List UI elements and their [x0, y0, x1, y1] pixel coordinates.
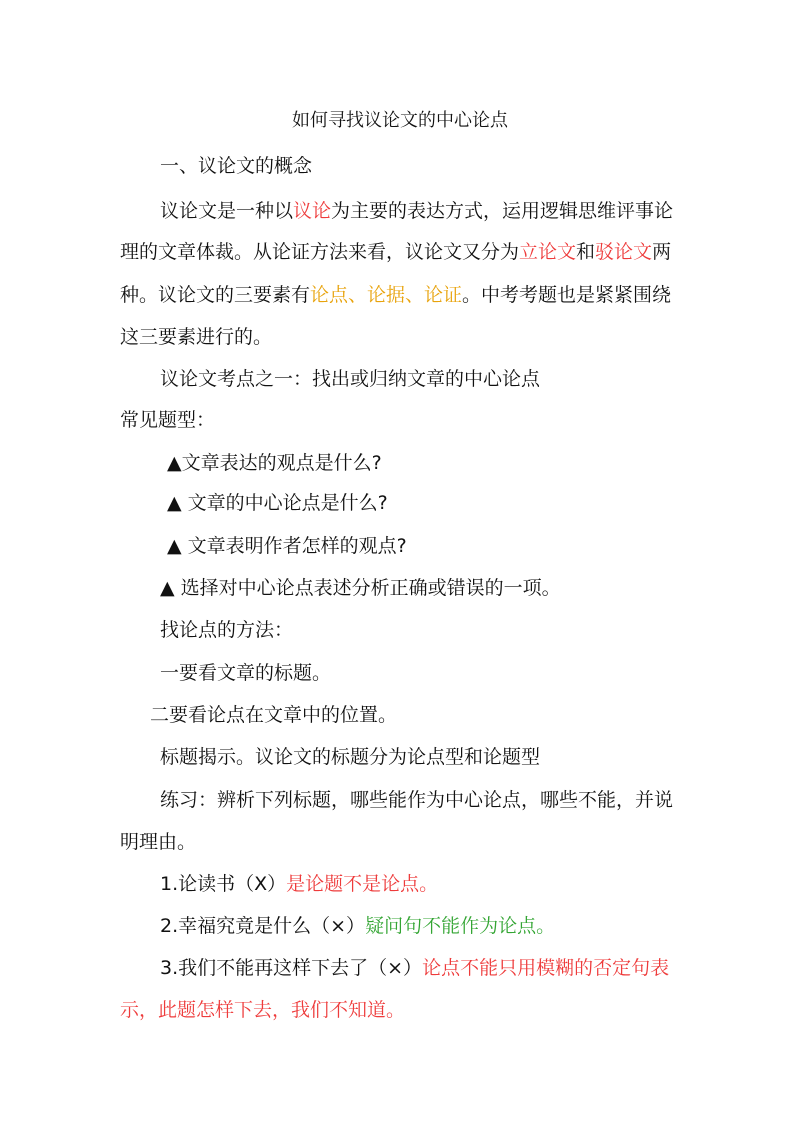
exercise-line: 明理由。 [120, 831, 197, 853]
exercise-answer [160, 956, 669, 980]
method-item: 一要看文章的标题。 [160, 662, 332, 684]
paragraph-line [160, 199, 673, 223]
section-heading: 一、议论文的概念 [160, 155, 313, 177]
common-types-label: 常见题型： [120, 409, 216, 431]
text-run: 1.论读书（X） [160, 873, 287, 895]
text-run: 2.幸福究竟是什么（×） [160, 915, 366, 937]
paragraph-line [120, 240, 671, 264]
highlight-red: 论点不能只用模糊的否定句表 [422, 957, 670, 979]
highlight-red: 立论文 [519, 241, 577, 263]
highlight-red: 议论 [293, 200, 332, 222]
document-title: 如何寻找议论文的中心论点 [292, 110, 508, 131]
text-run: 。中考考题也是紧紧围绕 [462, 284, 672, 306]
text-run: 议论文是一种以 [160, 200, 294, 222]
exercise-line: 练习：辨析下列标题，哪些能作为中心论点，哪些不能，并说 [160, 789, 674, 811]
highlight-green: 疑问句不能作为论点。 [365, 915, 556, 937]
text-run: 理的文章体裁。从论证方法来看，议论文又分为 [120, 241, 520, 263]
paragraph-line: 这三要素进行的。 [120, 326, 273, 348]
method-item: 标题揭示。议论文的标题分为论点型和论题型 [160, 746, 541, 768]
method-heading: 找论点的方法： [160, 619, 294, 641]
text-run: 种。议论文的三要素有 [120, 284, 311, 306]
paragraph-line [120, 283, 671, 307]
exercise-answer [160, 872, 438, 896]
exercise-answer [160, 914, 555, 938]
highlight-red: 驳论文 [595, 241, 653, 263]
text-run: 和 [576, 241, 596, 263]
question-item: ▲文章表达的观点是什么? [167, 452, 382, 474]
text-run: 两 [652, 241, 672, 263]
method-item: 二要看论点在文章中的位置。 [150, 704, 398, 726]
question-item: ▲ 文章的中心论点是什么? [167, 492, 388, 514]
question-item: ▲ 选择对中心论点表述分析正确或错误的一项。 [160, 577, 561, 599]
highlight-red: 是论题不是论点。 [286, 873, 439, 895]
text-run: 3.我们不能再这样下去了（×） [160, 957, 423, 979]
question-item: ▲ 文章表明作者怎样的观点? [167, 535, 407, 557]
highlight-orange: 论点、论据、论证 [310, 284, 463, 306]
exercise-answer-continued: 示，此题怎样下去，我们不知道。 [120, 999, 406, 1021]
exam-point-line: 议论文考点之一：找出或归纳文章的中心论点 [160, 368, 541, 390]
text-run: 为主要的表达方式，运用逻辑思维评事论 [331, 200, 674, 222]
